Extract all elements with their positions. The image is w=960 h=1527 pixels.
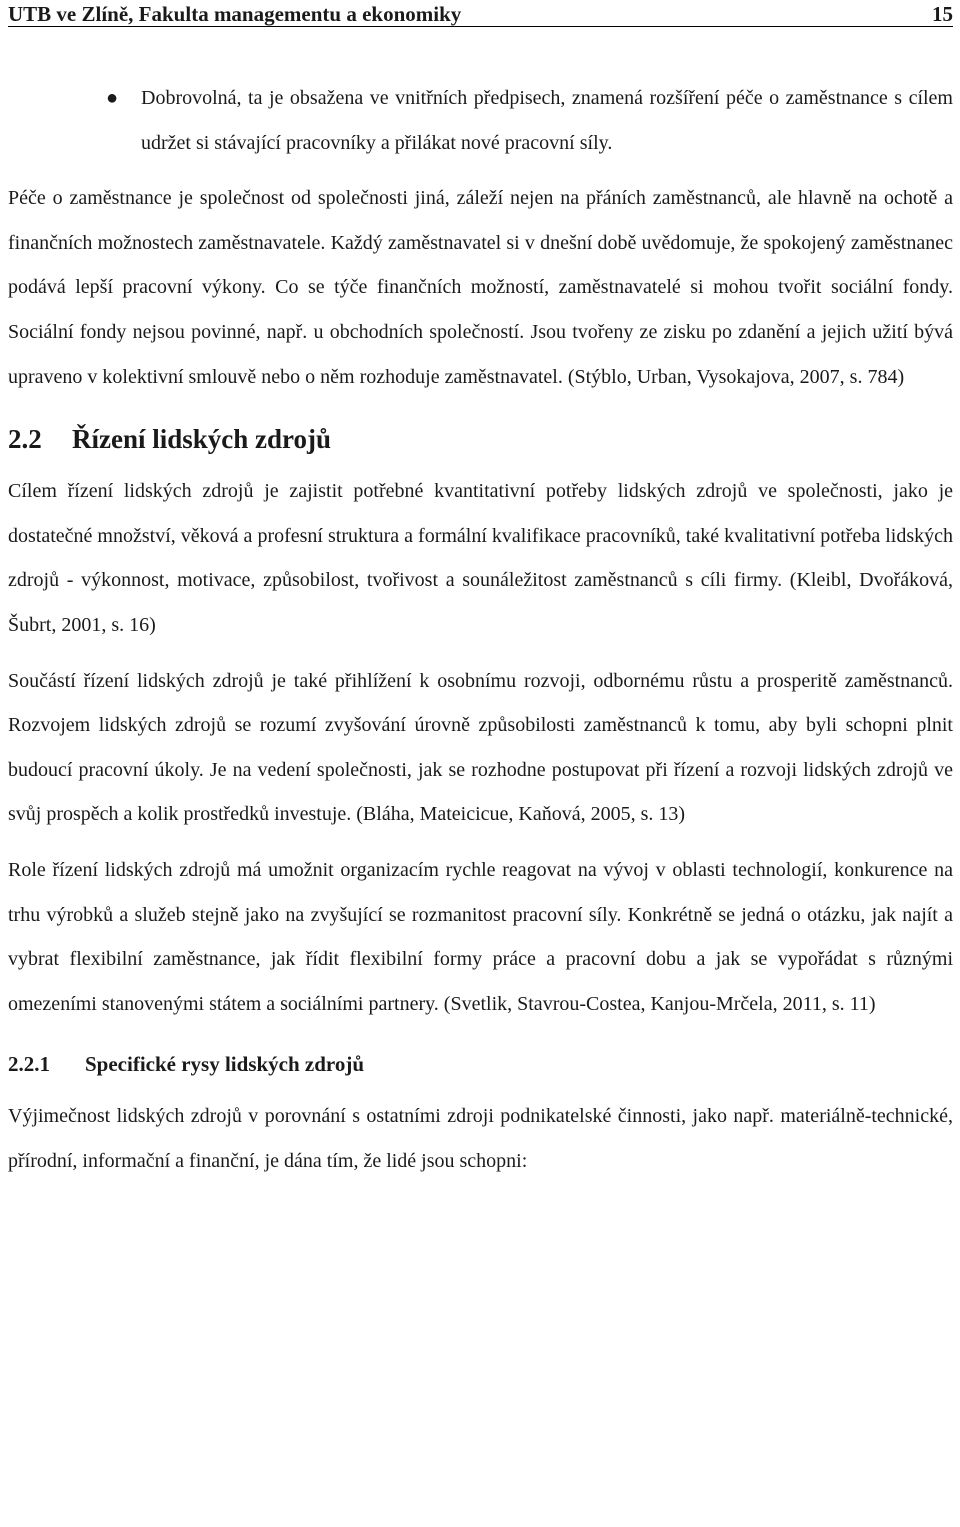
paragraph-hr-development: Součástí řízení lidských zdrojů je také přihlížení k osobnímu rozvoji, odbornému růstu a prosperitě zaměstnanců. Rozvojem lidských zdrojů se rozumí zvyšování úrovně způsobilosti zaměstnanců k tomu, aby byli schopni plnit budoucí pracovní úkoly. Je na vedení společnosti, jak se rozhodne postupovat při řízení a rozvoji lidských zdrojů ve svůj prospěch a kolik prostředků investuje. (Bláha, Mateicicue, Kaňová, 2005, s. 13) [8,669,953,826]
section-title: Řízení lidských zdrojů [72,424,332,455]
subsection-title: Specifické rysy lidských zdrojů [85,1052,365,1077]
document-title: UTB ve Zlíně, Fakulta managementu a ekonomiky [8,2,462,26]
section-heading [8,419,953,459]
bullet-list-item [8,76,953,165]
bullet-text: Dobrovolná, ta je obsažena ve vnitřních předpisech, znamená rozšíření péče o zaměstnance s cílem udržet si stávající pracovníky a přilákat nové pracovní síly. [141,87,953,154]
subsection-number: 2.2.1 [8,1052,50,1077]
page-content [8,76,953,1183]
section-number: 2.2 [8,424,42,455]
page-number: 15 [932,2,953,26]
paragraph-hr-uniqueness: Výjimečnost lidských zdrojů v porovnání s ostatními zdroji podnikatelské činnosti, jako např. materiálně-technické, přírodní, informační a finanční, je dána tím, že lidé jsou schopni: [8,1105,953,1172]
paragraph-employee-care: Péče o zaměstnance je společnost od společnosti jiná, záleží nejen na přáních zaměstnanců, ale hlavně na ochotě a finančních možnostech zaměstnavatele. Každý zaměstnavatel si v dnešní době uvědomuje, že spokojený zaměstnanec podává lepší pracovní výkony. Co se týče finančních možností, zaměstnavatelé si mohou tvořit sociální fondy. Sociální fondy nejsou povinné, např. u obchodních společností. Jsou tvořeny ze zisku po zdanění a jejich užití bývá upraveno v kolektivní smlouvě nebo o něm rozhoduje zaměstnavatel. (Stýblo, Urban, Vysokajova, 2007, s. 784) [8,187,953,388]
page-header [8,0,953,27]
paragraph-hr-role: Role řízení lidských zdrojů má umožnit organizacím rychle reagovat na vývoj v oblasti technologií, konkurence na trhu výrobků a služeb stejně jako na zvyšující se rozmanitost pracovní síly. Konkrétně se jedná o otázku, jak najít a vybrat flexibilní zaměstnance, jak řídit flexibilní formy práce a pracovní dobu a jak se vypořádat s různými omezeními stanovenými státem a sociálními partnery. (Svetlik, Stavrou-Costea, Kanjou-Mrčela, 2011, s. 11) [8,858,953,1015]
subsection-heading [8,1046,953,1082]
bullet-icon: ● [106,87,119,109]
paragraph-hr-goal: Cílem řízení lidských zdrojů je zajistit potřebné kvantitativní potřeby lidských zdrojů ve společnosti, jako je dostatečné množství, věková a profesní struktura a formální kvalifikace pracovníků, také kvalitativní potřeba lidských zdrojů - výkonnost, motivace, způsobilost, tvořivost a sounáležitost zaměstnanců s cíli firmy. (Kleibl, Dvořáková, Šubrt, 2001, s. 16) [8,480,953,636]
